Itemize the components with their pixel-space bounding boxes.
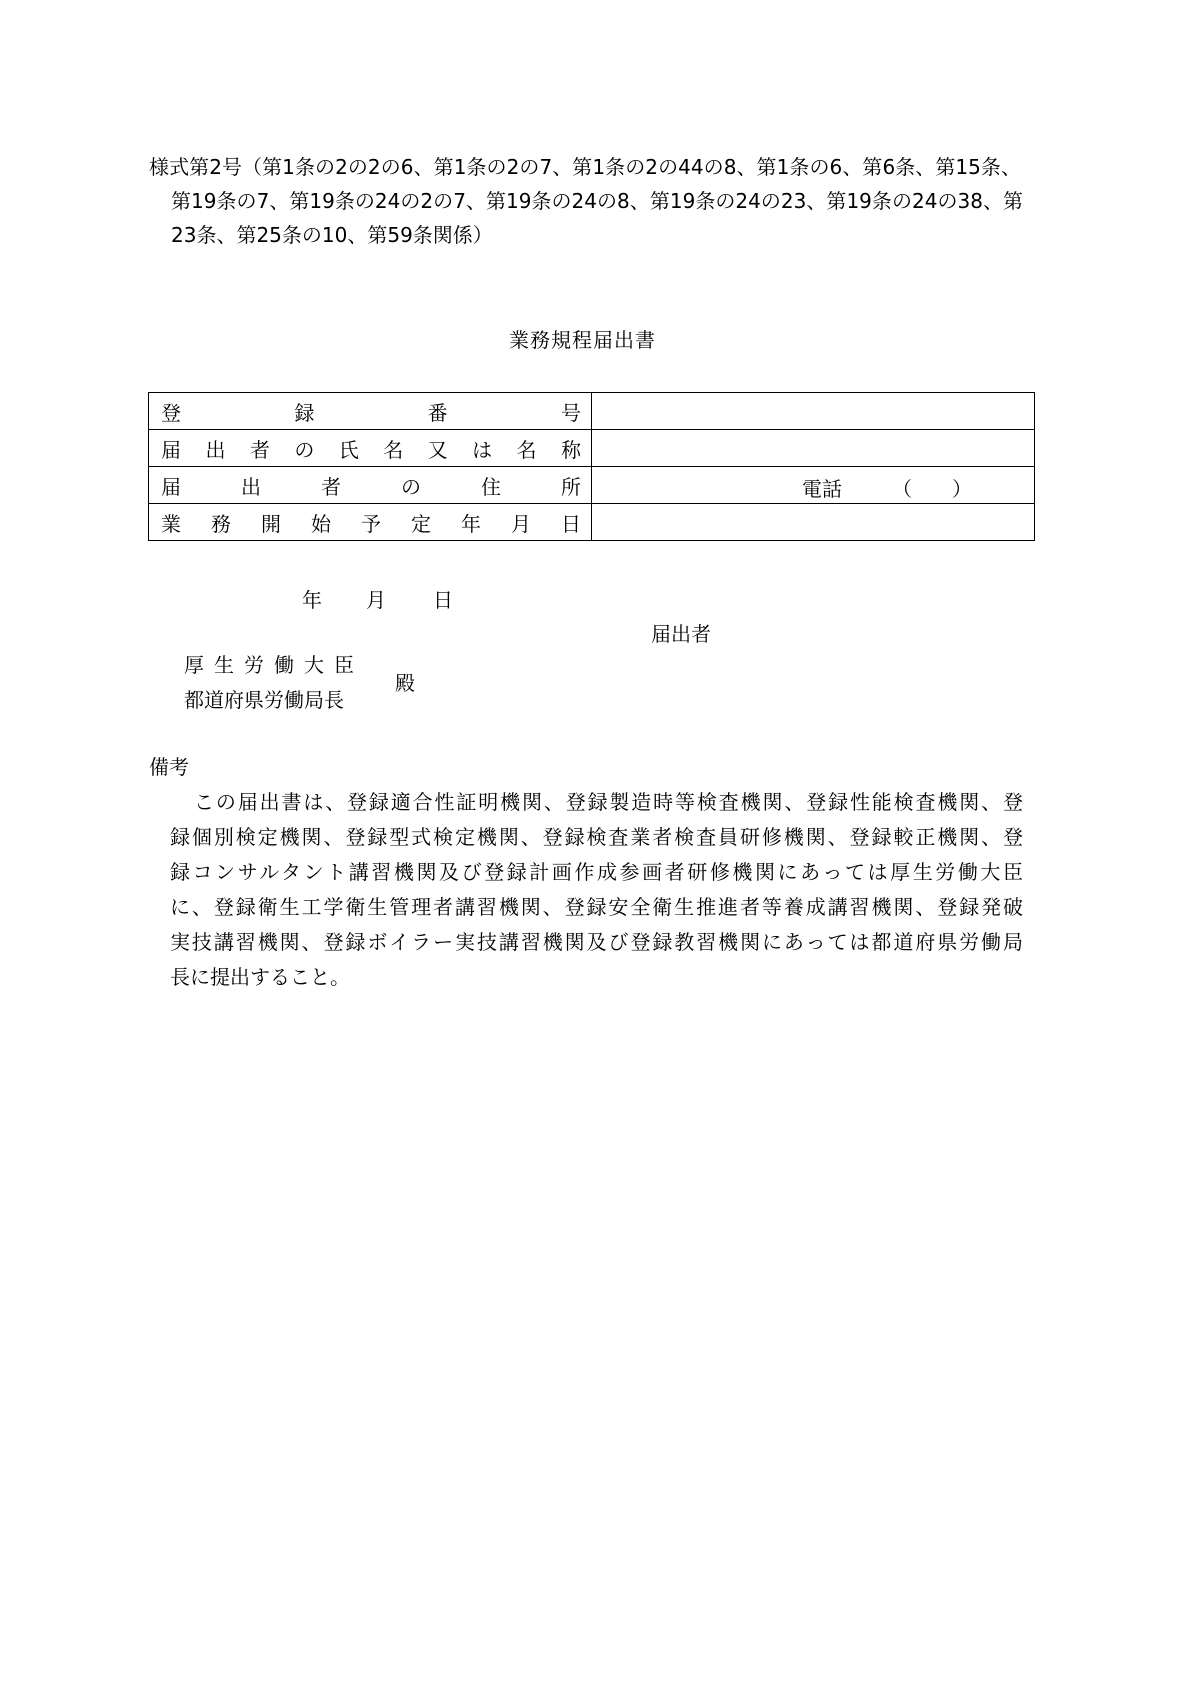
remarks-line: 実技講習機関、登録ボイラー実技講習機関及び登録教習機関にあっては都道府県労働局 xyxy=(170,930,1023,954)
row-label: 業務開始予定年月日 xyxy=(149,504,592,541)
table-row xyxy=(149,504,1035,541)
addressee-minister: 厚生労働大臣 xyxy=(184,653,354,677)
date-month: 月 xyxy=(366,588,386,612)
remarks-line: この届出書は、登録適合性証明機関、登録製造時等検査機関、登録性能検査機関、登 xyxy=(194,790,1023,814)
phone-label: 電話 xyxy=(802,477,842,501)
submitter-address-field[interactable] xyxy=(592,467,1035,504)
table-row xyxy=(149,393,1035,430)
table-row xyxy=(149,430,1035,467)
header-line: 23条、第25条の10、第59条関係） xyxy=(171,223,493,247)
phone-field[interactable]: （ ） xyxy=(892,477,972,501)
remarks-line: 長に提出すること。 xyxy=(170,965,350,989)
form-table xyxy=(148,392,1035,541)
row-label: 登録番号 xyxy=(149,393,592,430)
honorific: 殿 xyxy=(395,671,415,695)
remarks-line: に、登録衛生工学衛生管理者講習機関、登録安全衛生推進者等養成講習機関、登録発破 xyxy=(170,895,1023,919)
submitter-name-field[interactable] xyxy=(592,430,1035,467)
addressee-bureau-director: 都道府県労働局長 xyxy=(184,688,344,712)
submitter-label: 届出者 xyxy=(651,622,711,646)
remarks-line: 録個別検定機関、登録型式検定機関、登録検査業者検査員研修機関、登録較正機関、登 xyxy=(170,825,1023,849)
date-year: 年 xyxy=(302,588,322,612)
start-date-field[interactable] xyxy=(592,504,1035,541)
header-line: 第19条の7、第19条の24の2の7、第19条の24の8、第19条の24の23、第19条の24の38、第 xyxy=(171,189,1023,213)
row-label: 届出者の氏名又は名称 xyxy=(149,430,592,467)
date-day: 日 xyxy=(433,588,453,612)
header-line: 様式第2号（第1条の2の2の6、第1条の2の7、第1条の2の44の8、第1条の6、第6条、第15条、 xyxy=(149,155,1021,179)
table-row xyxy=(149,467,1035,504)
registration-number-field[interactable] xyxy=(592,393,1035,430)
remarks-line: 録コンサルタント講習機関及び登録計画作成参画者研修機関にあっては厚生労働大臣 xyxy=(170,860,1023,884)
remarks-heading: 備考 xyxy=(149,755,189,779)
row-label: 届出者の住所 xyxy=(149,467,592,504)
document-title: 業務規程届出書 xyxy=(509,328,656,352)
